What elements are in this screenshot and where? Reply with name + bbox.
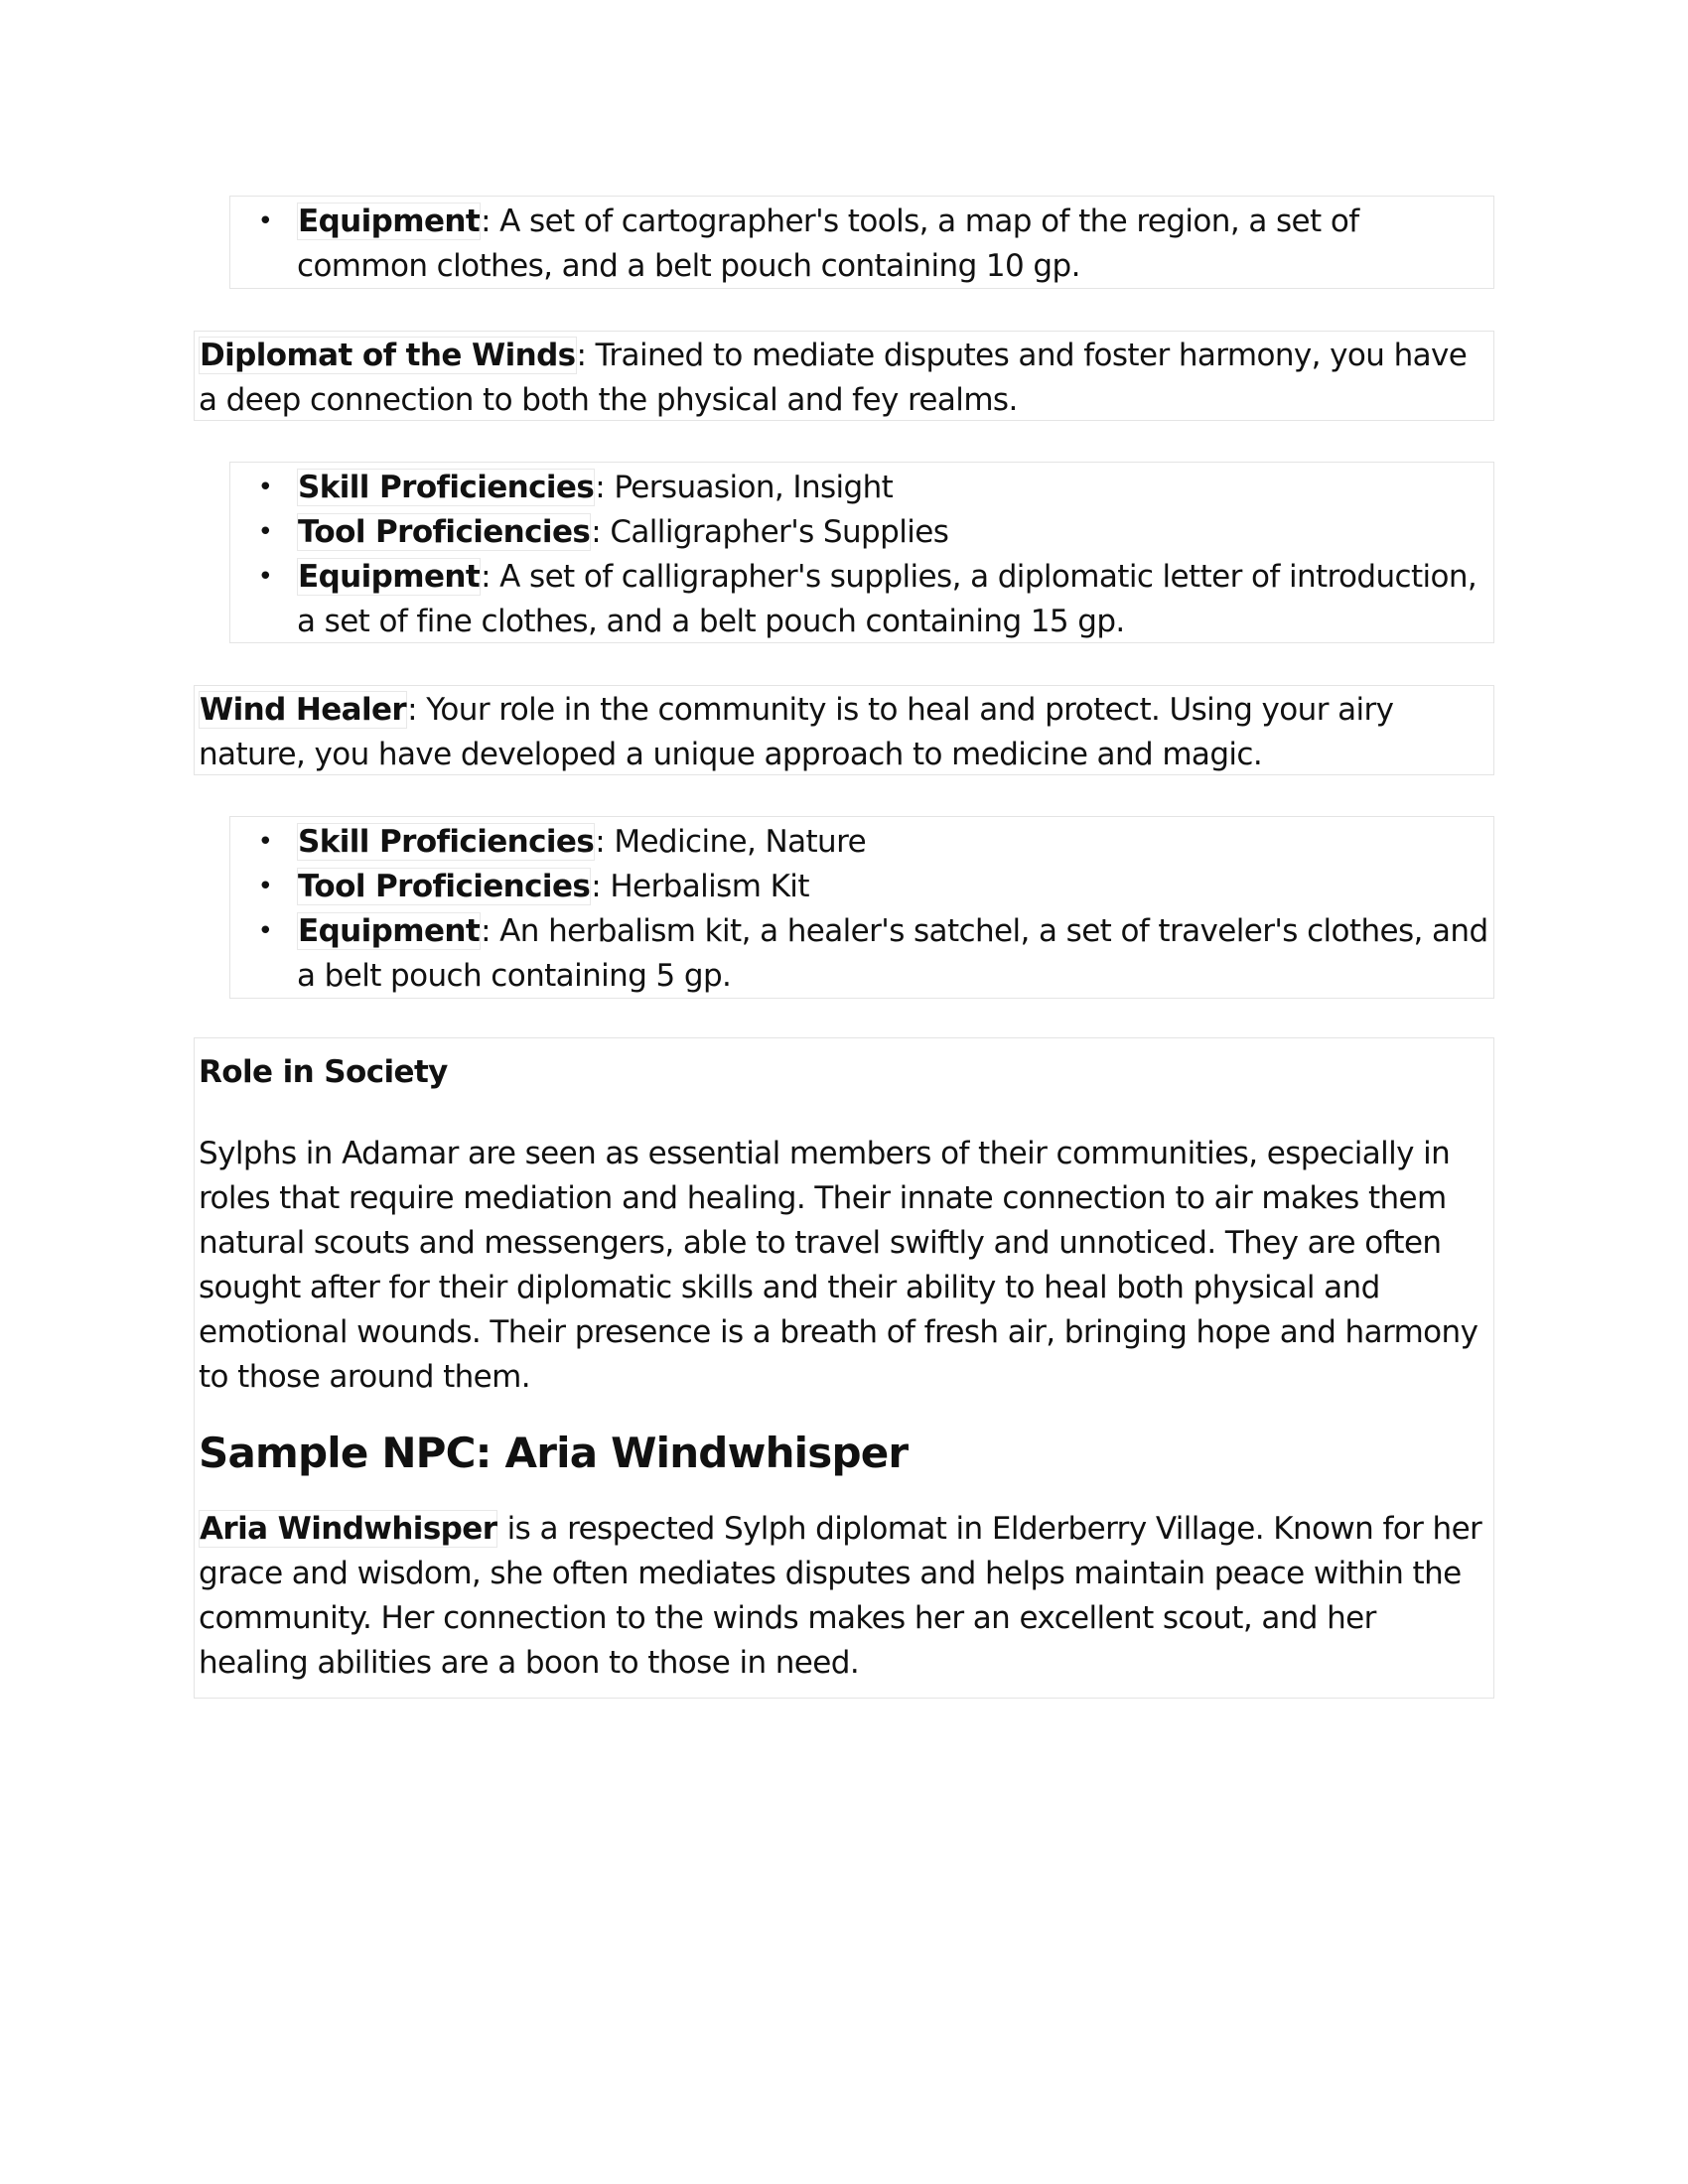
item-text: : A set of cartographer's tools, a map of the region, a set of common clothes, and a belt pouch containing 10 gp. [297, 204, 1359, 284]
item-label: Equipment [298, 913, 481, 949]
bullet-icon: • [257, 872, 273, 901]
bullet-icon: • [257, 827, 273, 857]
list-item [230, 466, 1493, 510]
list-item [230, 909, 1493, 999]
item-label: Skill Proficiencies [298, 470, 595, 505]
healer-list [229, 816, 1494, 999]
list-item [230, 510, 1493, 555]
npc-name: Aria Windwhisper [200, 1511, 497, 1547]
role-body: Sylphs in Adamar are seen as essential members of their communities, especially in roles that require mediation and healing. Their innate connection to air makes them natural scouts and messengers, able to travel swiftly and unnoticed. They are often sought after for their diplomatic skills and their ability to heal both physical and emotional wounds. Their presence is a breath of fresh air, bringing hope and harmony to those around them. [199, 1136, 1478, 1395]
list-item [230, 200, 1493, 289]
diplomat-text: : Trained to mediate disputes and foster harmony, you have a deep connection to both the physical and fey realms. [199, 338, 1468, 418]
npc-heading: Sample NPC: Aria Windwhisper [199, 1429, 909, 1477]
item-text: : Persuasion, Insight [595, 470, 894, 505]
bullet-icon: • [257, 517, 273, 547]
item-text: : Calligrapher's Supplies [591, 514, 949, 550]
npc-body [195, 1507, 1493, 1686]
bullet-icon: • [257, 916, 273, 946]
healer-title: Wind Healer [200, 692, 407, 728]
item-text: : Medicine, Nature [595, 824, 867, 860]
bullet-icon: • [257, 562, 273, 592]
item-text: : Herbalism Kit [591, 869, 809, 904]
role-section [194, 1037, 1494, 1699]
item-label: Equipment [298, 559, 481, 595]
npc-text: is a respected Sylph diplomat in Elderberry Village. Known for her grace and wisdom, she often mediates disputes and helps maintain peace within the community. Her connection to the winds makes her an excellent scout, and her healing abilities are a boon to those in need. [199, 1511, 1482, 1681]
item-label: Skill Proficiencies [298, 824, 595, 860]
bullet-icon: • [257, 473, 273, 502]
item-text: : A set of calligrapher's supplies, a diplomatic letter of introduction, a set of fine clothes, and a belt pouch containing 15 gp. [297, 559, 1477, 639]
item-label: Tool Proficiencies [298, 514, 591, 550]
list-item [230, 820, 1493, 865]
diplomat-title: Diplomat of the Winds [200, 338, 576, 373]
healer-text: : Your role in the community is to heal and protect. Using your airy nature, you have developed a unique approach to medicine and magic. [199, 692, 1394, 772]
healer-description [194, 685, 1494, 775]
role-heading: Role in Society [199, 1054, 448, 1090]
list-item [230, 555, 1493, 644]
list-item [230, 865, 1493, 909]
item-text: : An herbalism kit, a healer's satchel, a set of traveler's clothes, and a belt pouch containing 5 gp. [297, 913, 1488, 994]
equipment-list-cartographer [229, 196, 1494, 289]
diplomat-description [194, 331, 1494, 421]
diplomat-list [229, 462, 1494, 643]
item-label: Tool Proficiencies [298, 869, 591, 904]
item-label: Equipment [298, 204, 481, 239]
bullet-icon: • [257, 206, 273, 236]
